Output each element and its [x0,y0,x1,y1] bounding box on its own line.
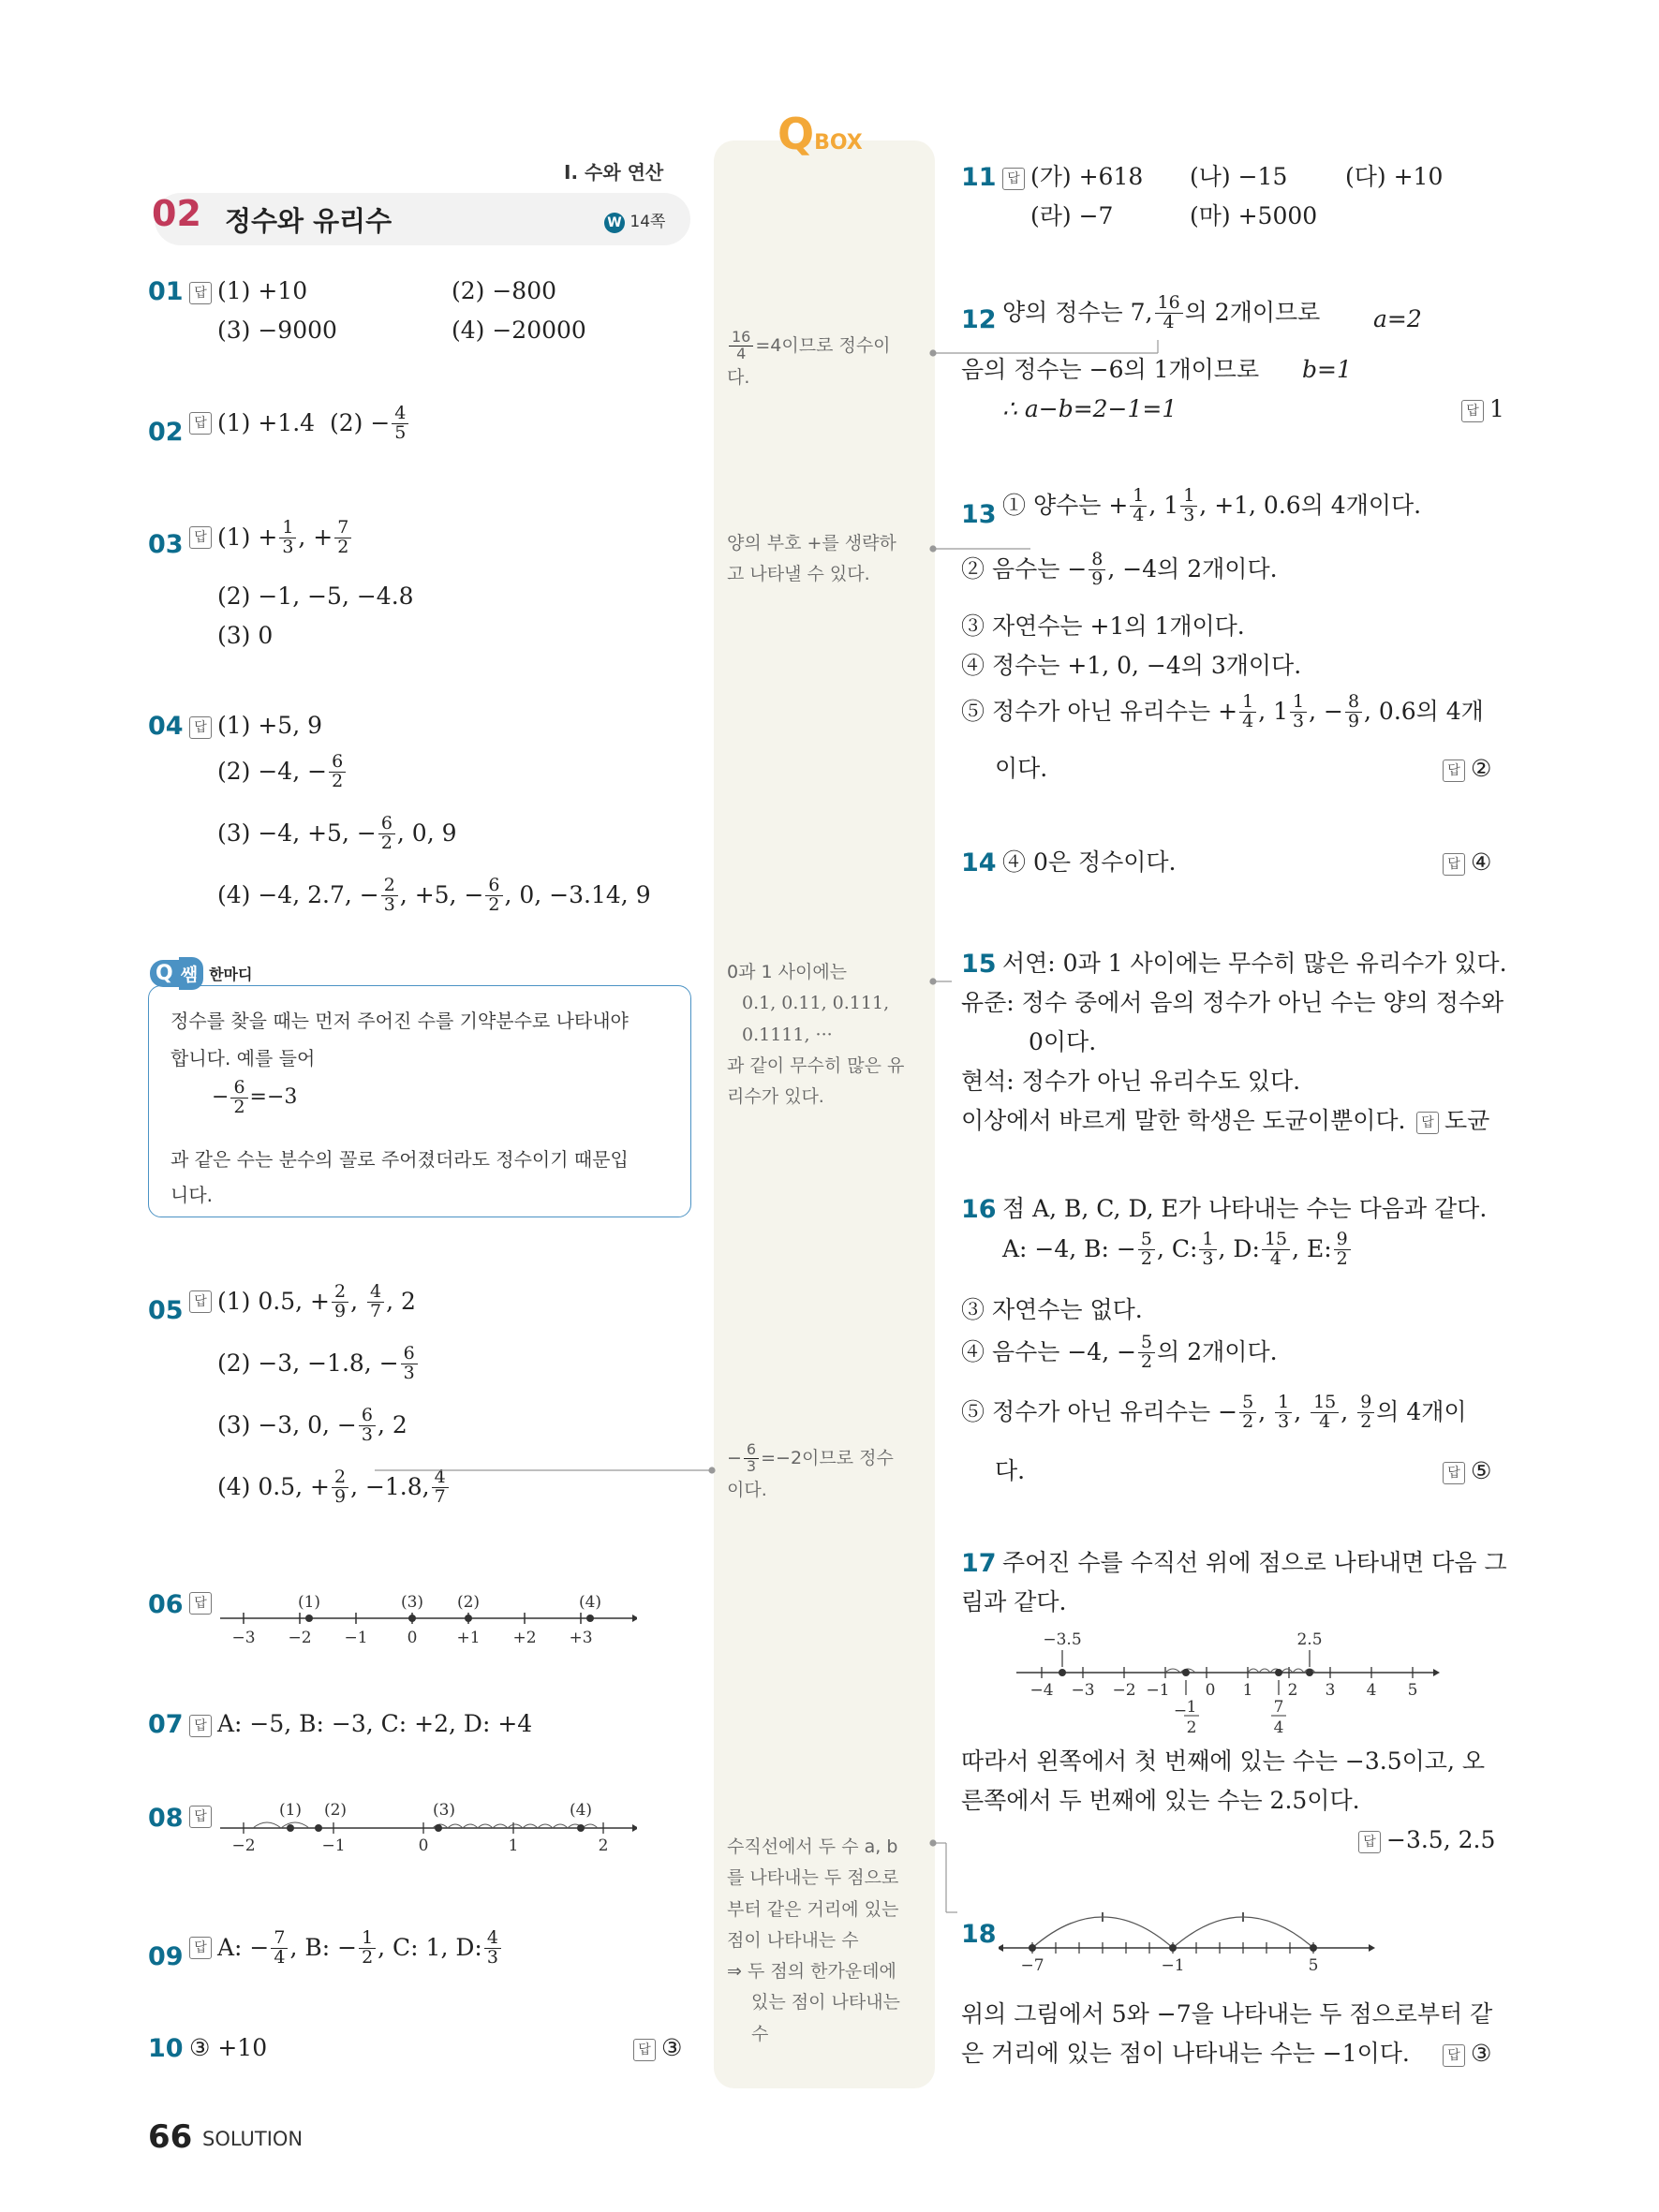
tick-label: 2 [598,1836,609,1855]
line: 0이다. [1029,1028,1097,1055]
point-label: −3.5 [1043,1630,1082,1649]
answer-text: (1) +1.4 [217,409,316,437]
fraction: $\frac{8}{9}$ [1345,693,1362,731]
fraction: 1 3 [1290,693,1307,731]
problem-number: 04 [148,712,184,741]
fraction: $\frac{1}{4}$ [1239,693,1256,731]
fraction: 4 7 [367,1283,384,1321]
fraction: 1 3 [1275,1394,1292,1432]
answer-mark: 답 [1443,853,1465,876]
answer-mark: 답 [1443,1462,1465,1484]
answer-line: 답 도균 [1416,1107,1489,1135]
answer-text: (다) +10 [1345,163,1444,190]
fraction: 15 4 [1262,1231,1290,1269]
fraction-denominator: 2 [1186,1718,1197,1737]
line: ④ 음수는 −4, − $\frac{5}{2}$ 의 2개이다. [961,1332,1278,1372]
answer-mark: 답 [189,1937,212,1959]
answer-mark: 답 [1002,168,1025,190]
tick-label: −4 [1029,1681,1054,1700]
answer-text: (3) −9000 [217,317,337,344]
line: a=2 [1373,305,1422,332]
answer-line: (2) −3, −1.8, − $\frac{6}{3}$ [217,1345,420,1383]
line: 위의 그림에서 5와 −7을 나타내는 두 점으로부터 같 [961,2000,1493,2028]
line: 유준: 정수 중에서 음의 정수가 아닌 수는 양의 정수와 [961,989,1504,1016]
fraction: $\frac{8}{9}$ [1089,551,1105,589]
tick-label: 5 [1308,1956,1319,1975]
answer-mark: 답 [189,1290,212,1313]
answer-text: (4) −4, 2.7, − [217,881,379,909]
line: 현석: 정수가 아닌 유리수도 있다. [961,1068,1301,1095]
point-label: (4) [578,1593,602,1612]
problem-number: 08 [148,1804,184,1833]
page-ref-text: 14쪽 [630,213,666,231]
answer-text: (1) + [217,524,278,552]
problem-number: 18 [961,1920,997,1949]
line: ⑤ 정수가 아닌 유리수는 + $\frac{1}{4}$ , 1 1 3 , − $\frac{8}{9}$ , 0.6의 4개 [961,691,1484,731]
tip-text: 합니다. 예를 들어 [170,1047,316,1069]
side-note: − $\frac{6}{3}$ =−2이므로 정수 이다. [727,1440,894,1500]
answer-text: (4) −20000 [452,317,586,344]
point-label: 2.5 [1296,1630,1323,1649]
fraction: $\frac{1}{4}$ [1130,487,1147,525]
problem-number: 17 [961,1549,997,1578]
fraction: $\frac{4}{5}$ [392,405,408,443]
fraction: $\frac{1}{3}$ [279,519,296,557]
problem-number: 16 [961,1195,997,1224]
fraction: $\frac{5}{2}$ [1138,1334,1155,1372]
answer-line: 답 1 [1461,395,1504,423]
answer-text: , + [298,524,333,552]
tick-label: −2 [1112,1681,1136,1700]
fraction: 4 3 [484,1929,501,1968]
answer-text: (3) 0 [217,622,274,649]
line: A: −4, B: − $\frac{5}{2}$ , C: 1 3 , D: 15 4 , E: 9 2 [1002,1231,1353,1269]
point-label: (4) [569,1801,593,1820]
answer-line: (3) −3, 0, − $\frac{6}{3}$ , 2 [217,1405,407,1445]
answer-mark: 답 [189,412,212,435]
problem-number: 12 [961,305,997,334]
point-label: (1) [278,1801,303,1820]
section-label: I. 수와 연산 [564,161,664,184]
side-note: 0과 1 사이에는 0.1, 0.11, 0.111, 0.1111, ··· 과 같이 무수히 많은 유 리수가 있다. [727,962,905,1107]
number-line-17 [1012,1626,1443,1738]
tick-label: 0 [418,1836,429,1855]
ssam-label: 쌤 [179,957,203,990]
answer-text: (2) −4, − [217,758,328,786]
answer-mark: 답 [1443,2044,1465,2067]
point-label: (2) [323,1801,348,1820]
answer-line: 답 (1) 0.5, + $\frac{2}{9}$ , 4 7 , 2 [189,1283,416,1321]
problem-number: 01 [148,277,184,306]
qbox-q-icon: Q [778,109,815,159]
line: ④ 0은 정수이다. [1002,848,1177,876]
fraction: $\frac{6}{3}$ [401,1345,418,1383]
tick-label: −1 [1146,1681,1170,1700]
chapter-number: 02 [152,193,201,234]
line: ④ 정수는 +1, 0, −4의 3개이다. [961,652,1302,679]
answer-text: (마) +5000 [1190,202,1318,229]
fraction: $\frac{5}{2}$ [1138,1231,1155,1269]
fraction: 15 4 [1311,1394,1339,1432]
page-number: 66 [148,2118,193,2156]
fraction: 1 3 [1180,487,1197,525]
q-icon: Q [150,960,179,987]
tick-label: −1 [321,1836,346,1855]
fraction: 9 2 [1357,1394,1374,1432]
line: ⑤ 정수가 아닌 유리수는 − $\frac{5}{2}$ , 1 3 , 15 4 , 9 2 의 4개이 [961,1392,1467,1432]
answer-mark: 답 [1416,1112,1439,1134]
tick-label: 4 [1366,1681,1377,1700]
answer-text: , 0, −3.14, 9 [504,881,651,909]
fraction: $\frac{16}{4}$ [729,330,753,362]
tick-label: 0 [1205,1681,1216,1700]
tick-label: 1 [508,1836,519,1855]
line: 점 A, B, C, D, E가 나타내는 수는 다음과 같다. [1002,1195,1488,1222]
w-icon: W [604,213,625,233]
problem-number: 07 [148,1710,184,1739]
line: 이상에서 바르게 말한 학생은 도균이뿐이다. [961,1107,1406,1134]
answer-line: 답 (가) +618 [1002,163,1143,191]
fraction: $\frac{2}{9}$ [332,1468,348,1507]
fraction: $\frac{6}{2}$ [329,753,346,791]
tick-label: −1 [1161,1956,1185,1975]
answer-line: 답 ③ [633,2034,682,2062]
answer-mark: 답 [189,716,212,739]
answer-mark: 답 [1358,1831,1381,1853]
problem-number: 14 [961,848,997,877]
point-label: (3) [400,1593,424,1612]
problem-number: 11 [961,163,997,192]
fraction: $\frac{6}{3}$ [744,1442,759,1475]
tick-label: −3 [231,1629,256,1647]
fraction-label: − [1173,1702,1188,1720]
answer-line: 답 A: − $\frac{7}{4}$ , B: − $\frac{1}{2}$ , C: 1, D: 4 3 [189,1929,503,1968]
fraction: 9 2 [1334,1231,1351,1269]
line: ③ 자연수는 +1의 1개이다. [961,612,1245,640]
answer-text: (2) − [329,409,391,437]
problem-number: 03 [148,530,184,559]
fraction: $\frac{7}{2}$ [334,519,351,557]
qbox-text: BOX [814,131,863,155]
footer-label: SOLUTION [202,2128,304,2150]
side-note: 양의 부호 +를 생략하 고 나타낼 수 있다. [727,533,896,585]
point-label: (1) [297,1593,321,1612]
fraction: $\frac{6}{2}$ [230,1079,247,1117]
answer-line: (4) 0.5, + $\frac{2}{9}$ , −1.8, 4 7 [217,1468,451,1507]
tick-label: 3 [1325,1681,1336,1700]
fraction-denominator: 4 [1273,1718,1284,1737]
tick-label: −2 [231,1836,256,1855]
tick-label: 1 [1242,1681,1253,1700]
answer-line: 답 ③ [1443,2040,1491,2068]
line: b=1 [1302,356,1352,383]
tip-equation: − $\frac{6}{2}$ =−3 [212,1077,298,1117]
fraction: $\frac{1}{2}$ [359,1929,376,1968]
answer-text: (1) +5, 9 [217,712,323,739]
answer-text: (3) −4, +5, − [217,819,377,848]
answer-mark: 답 [1461,400,1484,422]
tick-label: 5 [1407,1681,1418,1700]
answer-line: 답 ⑤ [1443,1457,1491,1485]
problem-number: 15 [961,950,997,979]
answer-mark: 답 [1443,759,1465,782]
fraction: 16 4 [1155,294,1183,332]
answer-text: (라) −7 [1030,202,1114,229]
tip-text: 니다. [170,1184,213,1206]
line: 음의 정수는 −6의 1개이므로 [961,356,1260,383]
tick-label: −7 [1020,1956,1044,1975]
tip-label: 한마디 [209,966,253,983]
line: ② 음수는 − $\frac{8}{9}$ , −4의 2개이다. [961,549,1278,589]
answer-mark: 답 [189,526,212,549]
fraction: $\frac{5}{2}$ [1239,1394,1256,1432]
problem-number: 13 [961,500,997,529]
point-label: (3) [432,1801,456,1820]
answer-line: 답 −3.5, 2.5 [1358,1826,1495,1854]
line: 림과 같다. [961,1588,1067,1615]
problem-number: 02 [148,418,184,447]
answer-line: 답 ② [1443,755,1491,783]
line: 른쪽에서 두 번째에 있는 수는 2.5이다. [961,1787,1360,1814]
answer-text: (나) −15 [1190,163,1288,190]
tick-label: +3 [569,1629,593,1647]
fraction-numerator: 1 [1186,1698,1197,1717]
line: ③ 자연수는 없다. [961,1296,1143,1323]
answer-mark: 답 [189,1715,212,1737]
line: ① 양수는 + $\frac{1}{4}$ , 1 1 3 , +1, 0.6의 4개이다. [1002,485,1422,525]
side-note: 수직선에서 두 수 a, b 를 나타내는 두 점으로 부터 같은 거리에 있는 점이 나타내는 수 ⇒ 두 점의 한가운데에 있는 점이 나타내는 수 [727,1836,900,2044]
answer-text: , 0, 9 [396,819,457,848]
fraction: 1 3 [1199,1231,1216,1269]
fraction: $\frac{2}{9}$ [332,1283,348,1321]
answer-text: , +5, − [399,881,484,909]
tip-text: 정수를 찾을 때는 먼저 주어진 수를 기약분수로 나타내야 [170,1010,629,1032]
problem-number: 09 [148,1942,184,1971]
side-note: $\frac{16}{4}$ =4이므로 정수이 다. [727,328,891,388]
tick-label: +1 [456,1629,481,1647]
tick-label: −1 [344,1629,368,1647]
answer-text: (2) −800 [452,277,557,304]
answer-text: A: −5, B: −3, C: +2, D: +4 [217,1710,533,1737]
line: 주어진 수를 수직선 위에 점으로 나타내면 다음 그 [1002,1549,1507,1576]
fraction: 4 7 [432,1468,449,1507]
line: ∴ a−b=2−1=1 [1002,395,1178,422]
line: 은 거리에 있는 점이 나타내는 수는 −1이다. [961,2040,1410,2067]
tip-text: 과 같은 수는 분수의 꼴로 주어졌더라도 정수이기 때문입 [170,1148,629,1171]
answer-text: (2) −1, −5, −4.8 [217,582,414,610]
fraction-numerator: 7 [1273,1698,1284,1717]
tick-label: 0 [407,1629,418,1647]
answer-text: (1) +10 [217,277,308,304]
line: 양의 정수는 7, 16 4 의 2개이므로 [1002,292,1321,332]
answer-mark: 답 [189,282,212,304]
answer-mark: 답 [189,1592,217,1615]
answer-line: 답 ④ [1443,848,1491,877]
answer-mark: 답 [189,1806,217,1828]
point-label: (2) [456,1593,481,1612]
fraction: $\frac{7}{4}$ [271,1929,288,1968]
problem-number: 10 [148,2034,184,2063]
fraction: $\frac{6}{2}$ [485,877,502,915]
line: 다. [995,1457,1026,1484]
line: 따라서 왼쪽에서 첫 번째에 있는 수는 −3.5이고, 오 [961,1747,1485,1775]
fraction: $\frac{6}{3}$ [359,1407,376,1445]
problem-number: 05 [148,1296,184,1325]
tick-label: −3 [1071,1681,1095,1700]
line: 이다. [995,755,1048,782]
line: 서연: 0과 1 사이에는 무수히 많은 유리수가 있다. [1002,950,1507,977]
tick-label: 2 [1287,1681,1298,1700]
tick-label: −2 [288,1629,312,1647]
tick-label: +2 [512,1629,537,1647]
fraction: $\frac{2}{3}$ [381,877,398,915]
number-line-18 [999,1877,1383,1976]
fraction: $\frac{6}{2}$ [378,815,395,853]
answer-text: ③ +10 [189,2034,268,2061]
chapter-title: 정수와 유리수 [225,205,393,237]
problem-number: 06 [148,1590,184,1619]
answer-mark: 답 [633,2039,656,2061]
